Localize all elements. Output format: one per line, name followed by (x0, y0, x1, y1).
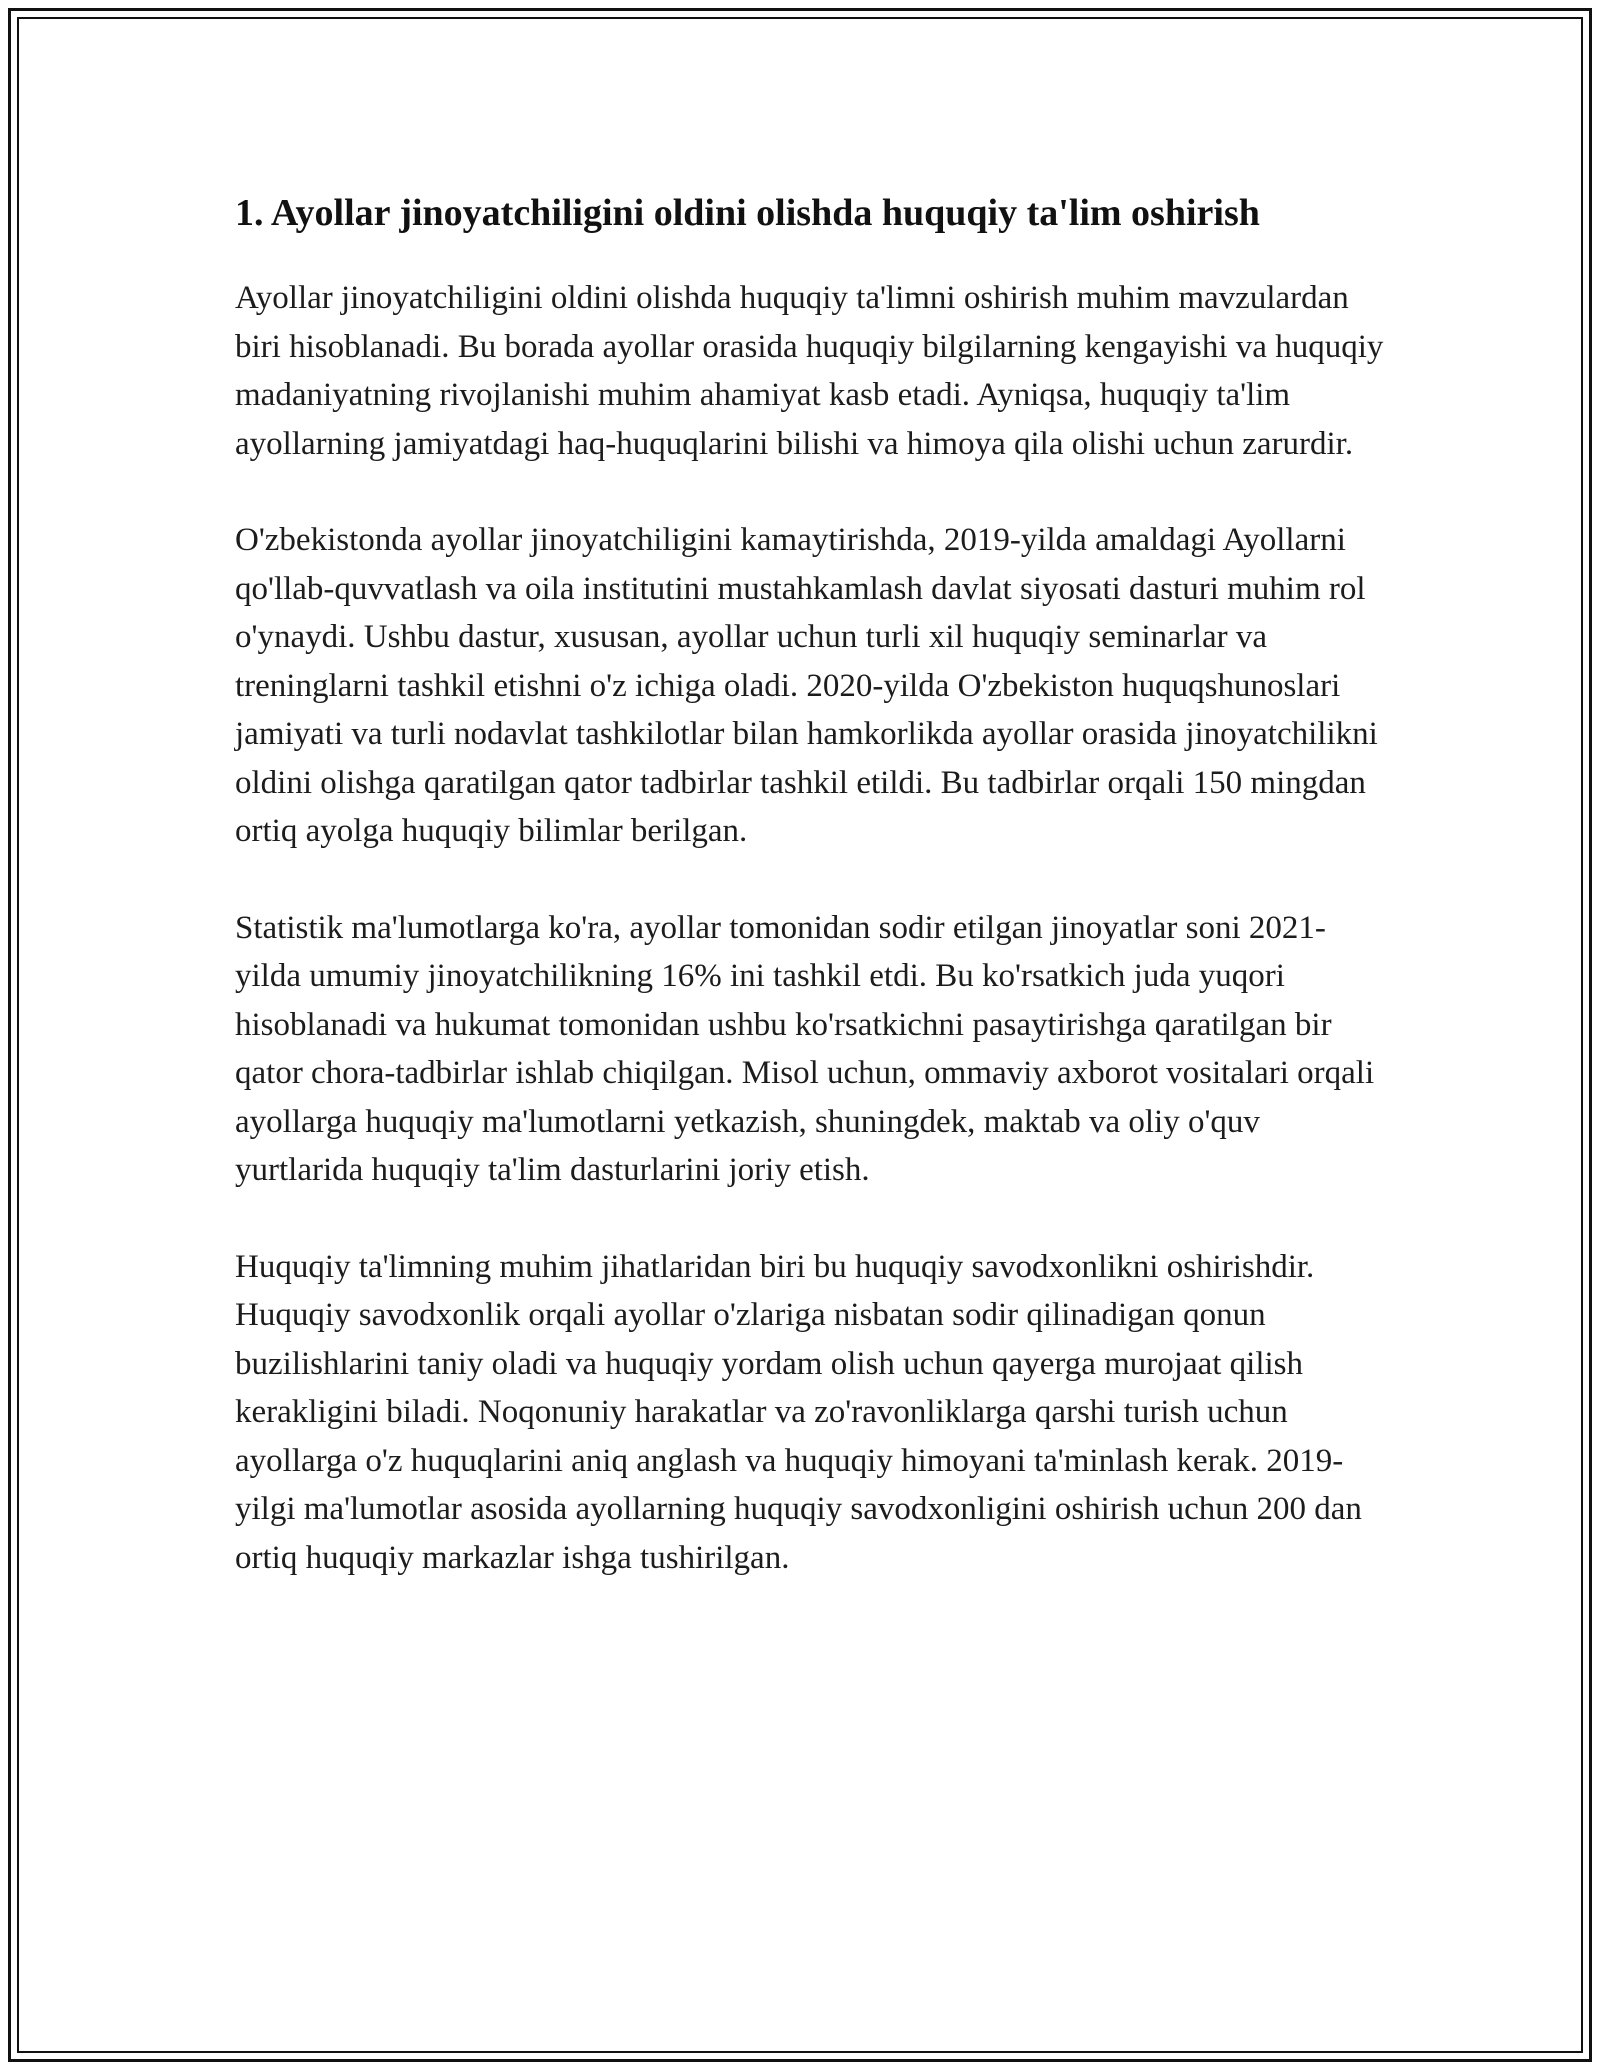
section-heading: 1. Ayollar jinoyatchiligini oldini olishda huquqiy ta'lim oshirish (235, 192, 1260, 234)
paragraph-3: Statistik ma'lumotlarga ko'ra, ayollar tomonidan sodir etilgan jinoyatlar soni 2021-yilda umumiy jinoyatchilikning 16% ini tashkil etdi. Bu ko'rsatkich juda yuqori hisoblanadi va hukumat tomonidan ushbu ko'rsatkichni pasaytirishga qaratilgan bir qator chora-tadbirlar ishlab chiqilgan. Misol uchun, ommaviy axborot vositalari orqali ayollarga huquqiy ma'lumotlarni yetkazish, shuningdek, maktab va oliy o'quv yurtlarida huquqiy ta'lim dasturlarini joriy etish. (235, 909, 1375, 1188)
paragraph-4: Huquqiy ta'limning muhim jihatlaridan biri bu huquqiy savodxonlikni oshirishdir. Huquqiy savodxonlik orqali ayollar o'zlariga nisbatan sodir qilinadigan qonun buzilishlarini taniy oladi va huquqiy yordam olish uchun qayerga murojaat qilish kerakligini biladi. Noqonuniy harakatlar va zo'ravonliklarga qarshi turish uchun ayollarga o'z huquqlarini aniq anglash va huquqiy himoyani ta'minlash kerak. 2019-yilgi ma'lumotlar asosida ayollarning huquqiy savodxonligini oshirish uchun 200 dan ortiq huquqiy markazlar ishga tushirilgan. (235, 1248, 1362, 1576)
paragraph-1: Ayollar jinoyatchiligini oldini olishda huquqiy ta'limni oshirish muhim mavzulardan biri hisoblanadi. Bu borada ayollar orasida huquqiy bilgilarning kengayishi va huquqiy madaniyatning rivojlanishi muhim ahamiyat kasb etadi. Ayniqsa, huquqiy ta'lim ayollarning jamiyatdagi haq-huquqlarini bilishi va himoya qila olishi uchun zarurdir. (235, 280, 1384, 462)
document-body (235, 186, 1385, 1630)
paragraph-2: O'zbekistonda ayollar jinoyatchiligini kamaytirishda, 2019-yilda amaldagi Ayollarni qo'llab-quvvatlash va oila institutini mustahkamlash davlat siyosati dasturi muhim rol o'ynaydi. Ushbu dastur, xususan, ayollar uchun turli xil huquqiy seminarlar va treninglarni tashkil etishni o'z ichiga oladi. 2020-yilda O'zbekiston huquqshunoslari jamiyati va turli nodavlat tashkilotlar bilan hamkorlikda ayollar orasida jinoyatchilikni oldini olishga qaratilgan qator tadbirlar tashkil etildi. Bu tadbirlar orqali 150 mingdan ortiq ayolga huquqiy bilimlar berilgan. (235, 522, 1378, 849)
